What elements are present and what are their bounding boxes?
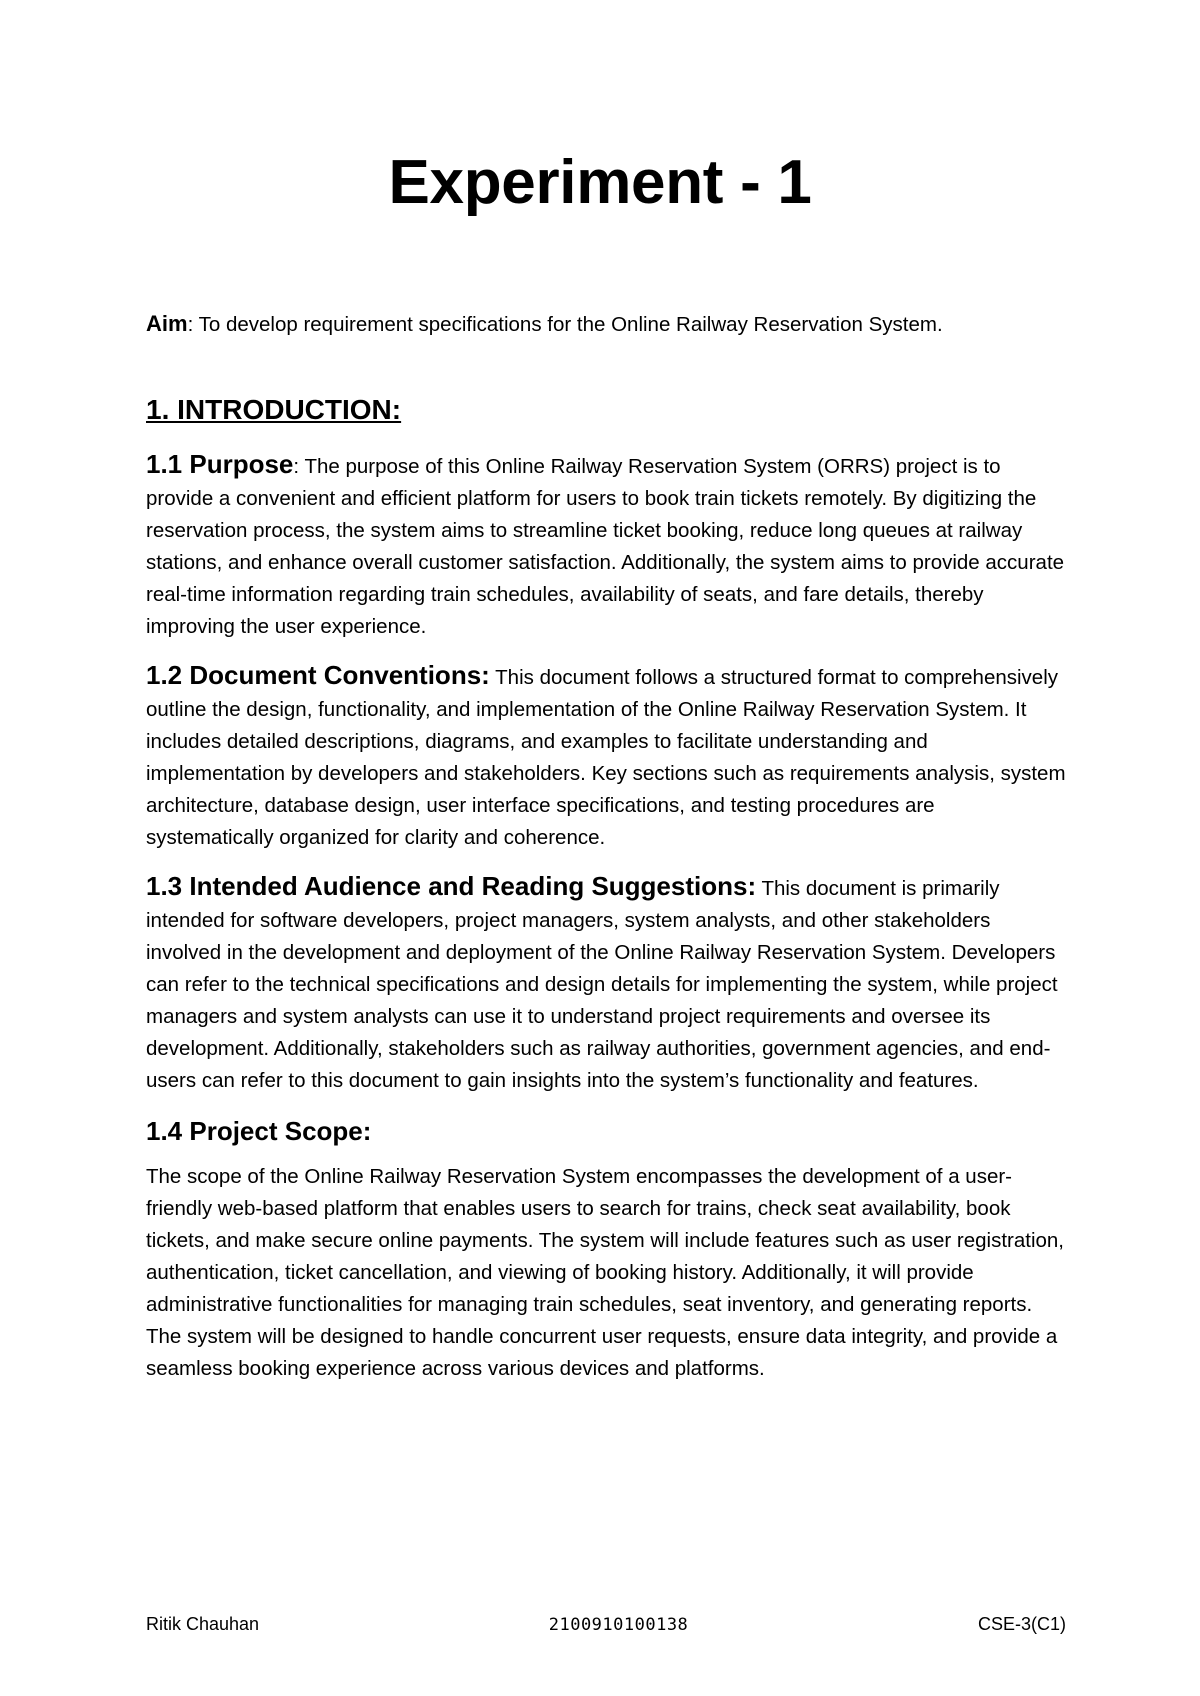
conventions-body: This document follows a structured format to comprehensively outline the design, functionality, and implementation of the Online Railway Reservation System. It includes detailed descriptions, diagrams, and examples to facilitate understanding and implementation by developers and stakeholders. Key sections such as requirements analysis, system architecture, database design, user interface specifications, and testing procedures are systematically organized for clarity and coherence. bbox=[146, 666, 1066, 849]
footer-author: Ritik Chauhan bbox=[146, 1614, 260, 1634]
document-content bbox=[146, 308, 1066, 1385]
purpose-section bbox=[146, 448, 1066, 643]
conventions-section bbox=[146, 659, 1066, 854]
aim-label: Aim bbox=[146, 311, 188, 336]
aim-separator: : bbox=[187, 313, 199, 336]
purpose-body: The purpose of this Online Railway Reservation System (ORRS) project is to provide a convenient and efficient platform for users to book train tickets remotely. By digitizing the reservation process, the system aims to streamline ticket booking, reduce long queues at railway stations, and enhance overall customer satisfaction. Additionally, the system aims to provide accurate real-time information regarding train schedules, availability of seats, and fare details, thereby improving the user experience. bbox=[146, 455, 1065, 638]
introduction-heading: 1. INTRODUCTION: bbox=[146, 394, 402, 425]
footer-class: CSE-3(C1) bbox=[977, 1614, 1066, 1634]
purpose-title: 1.1 Purpose bbox=[146, 449, 294, 479]
page-footer bbox=[146, 1614, 1066, 1635]
page-title: Experiment - 1 bbox=[388, 148, 812, 217]
audience-body: This document is primarily intended for software developers, project managers, system analysts, and other stakeholders involved in the development and deployment of the Online Railway Reservation System. Developers can refer to the technical specifications and design details for implementing the system, while project managers and system analysts can use it to understand project requirements and oversee its development. Additionally, stakeholders such as railway authorities, government agencies, and end-users can refer to this document to gain insights into the system’s functionality and features. bbox=[146, 877, 1058, 1092]
aim-text: To develop requirement specifications for the Online Railway Reservation System. bbox=[198, 313, 943, 336]
conventions-title: 1.2 Document Conventions: bbox=[146, 660, 490, 690]
audience-title: 1.3 Intended Audience and Reading Suggestions: bbox=[146, 871, 757, 901]
scope-body: The scope of the Online Railway Reservation System encompasses the development of a user-friendly web-based platform that enables users to search for trains, check seat availability, book tickets, and make secure online payments. The system will include features such as user registration, authentication, ticket cancellation, and viewing of booking history. Additionally, it will provide administrative functionalities for managing train schedules, seat inventory, and generating reports. The system will be designed to handle concurrent user requests, ensure data integrity, and provide a seamless booking experience across various devices and platforms. bbox=[146, 1165, 1064, 1380]
scope-title: 1.4 Project Scope: bbox=[146, 1116, 372, 1146]
audience-section bbox=[146, 870, 1066, 1097]
purpose-separator: : bbox=[293, 455, 305, 478]
footer-roll-number: 2100910100138 bbox=[548, 1614, 689, 1635]
aim-paragraph bbox=[146, 308, 1066, 341]
